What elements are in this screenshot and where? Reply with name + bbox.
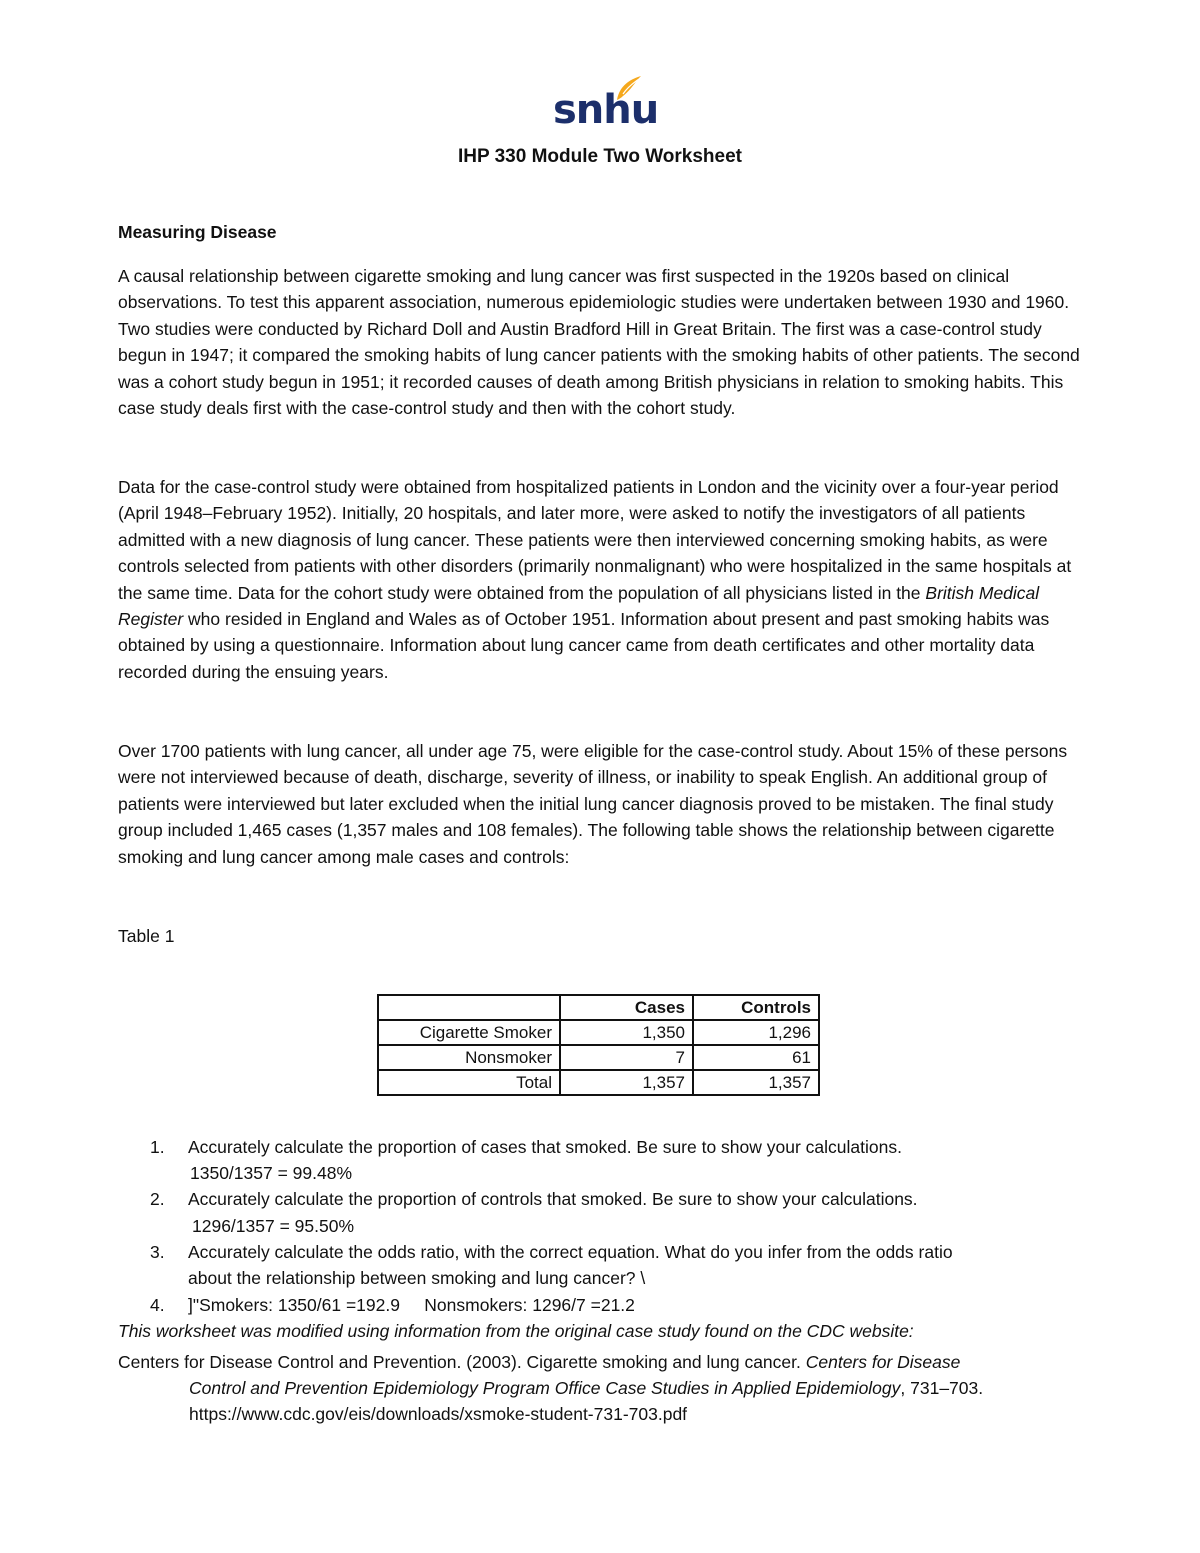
page-title: IHP 330 Module Two Worksheet xyxy=(457,146,742,167)
table-header-cell: Cases xyxy=(560,995,693,1020)
table-cell: 1,357 xyxy=(693,1070,819,1095)
table-row xyxy=(378,1020,819,1045)
table-header-row xyxy=(378,995,819,1020)
table-header-cell: Controls xyxy=(693,995,819,1020)
table-cell: 1,357 xyxy=(560,1070,693,1095)
table-cell: 1,296 xyxy=(693,1020,819,1045)
paragraph-data-sources xyxy=(118,474,1090,685)
question-3-continued: about the relationship between smoking and lung cancer? \ xyxy=(188,1268,646,1288)
reference-italic: Control and Prevention Epidemiology Program Office Case Studies in Applied Epidemiology xyxy=(189,1378,901,1398)
data-table xyxy=(377,994,820,1096)
table-cell: Nonsmoker xyxy=(378,1045,560,1070)
reference-url[interactable]: https://www.cdc.gov/eis/downloads/xsmoke-student-731-703.pdf xyxy=(189,1404,688,1424)
source-note: This worksheet was modified using information from the original case study found on the CDC website: xyxy=(118,1321,914,1341)
italic-term: British Medical Register xyxy=(118,582,1040,630)
answer-2: 1296/1357 = 95.50% xyxy=(192,1216,355,1236)
question-text: Accurately calculate the proportion of controls that smoked. Be sure to show your calculations. xyxy=(188,1189,918,1209)
logo-text: snhu xyxy=(553,87,659,133)
question-text: Accurately calculate the proportion of cases that smoked. Be sure to show your calculations. xyxy=(188,1137,902,1157)
paragraph-text: who resided in England and Wales as of October 1951. Information about present and past smoking habits was obtained by using a questionnaire. Information about lung cancer came from death certificates and other mortality data recorded during the ensuing years. xyxy=(118,609,1050,682)
question-number: 4. xyxy=(150,1295,165,1315)
table-cell: Cigarette Smoker xyxy=(378,1020,560,1045)
question-text: ]"Smokers: 1350/61 =192.9 Nonsmokers: 1296/7 =21.2 xyxy=(188,1295,635,1315)
reference-italic: Centers for Disease xyxy=(805,1352,961,1372)
reference-text: , 731–703. xyxy=(900,1378,984,1398)
paragraph-study-group: Over 1700 patients with lung cancer, all under age 75, were eligible for the case-control study. About 15% of these persons were not interviewed because of death, discharge, severity of illness, or inability to speak English. An additional group of patients were interviewed but later excluded when the initial lung cancer diagnosis proved to be mistaken. The final study group included 1,465 cases (1,357 males and 108 females). The following table shows the relationship between cigarette smoking and lung cancer among male cases and controls: xyxy=(118,741,1068,867)
table-cell: 1,350 xyxy=(560,1020,693,1045)
question-number: 3. xyxy=(150,1242,165,1262)
table-row xyxy=(378,1070,819,1095)
table-cell: 7 xyxy=(560,1045,693,1070)
table-label: Table 1 xyxy=(118,926,175,946)
table-header-cell xyxy=(378,995,560,1020)
paragraph-text: Data for the case-control study were obtained from hospitalized patients in London and the vicinity over a four-year period (April 1948–February 1952). Initially, 20 hospitals, and later more, were asked to notify the investigators of all patients admitted with a new diagnosis of lung cancer. These patients were then interviewed concerning smoking habits, as were controls selected from patients with other disorders (primarily nonmalignant) who were hospitalized in the same hospitals at the same time. Data for the cohort study were obtained from the population of all physicians listed in the xyxy=(118,477,1072,603)
table-cell: 61 xyxy=(693,1045,819,1070)
question-number: 2. xyxy=(150,1189,165,1209)
question-number: 1. xyxy=(150,1137,165,1157)
table-cell: Total xyxy=(378,1070,560,1095)
answer-1: 1350/1357 = 99.48% xyxy=(190,1163,353,1183)
table-row xyxy=(378,1045,819,1070)
question-text: Accurately calculate the odds ratio, with the correct equation. What do you infer from the odds ratio xyxy=(188,1242,953,1262)
reference-line-2 xyxy=(189,1375,983,1401)
reference-line-1 xyxy=(118,1349,960,1375)
snhu-logo xyxy=(553,74,659,134)
section-heading: Measuring Disease xyxy=(118,222,277,242)
reference-text: Centers for Disease Control and Prevention. (2003). Cigarette smoking and lung cancer. xyxy=(118,1352,806,1372)
paragraph-intro: A causal relationship between cigarette smoking and lung cancer was first suspected in the 1920s based on clinical observations. To test this apparent association, numerous epidemiologic studies were undertaken between 1930 and 1960. Two studies were conducted by Richard Doll and Austin Bradford Hill in Great Britain. The first was a case-control study begun in 1947; it compared the smoking habits of lung cancer patients with the smoking habits of other patients. The second was a cohort study begun in 1951; it recorded causes of death among British physicians in relation to smoking habits. This case study deals first with the case-control study and then with the cohort study. xyxy=(118,266,1080,419)
